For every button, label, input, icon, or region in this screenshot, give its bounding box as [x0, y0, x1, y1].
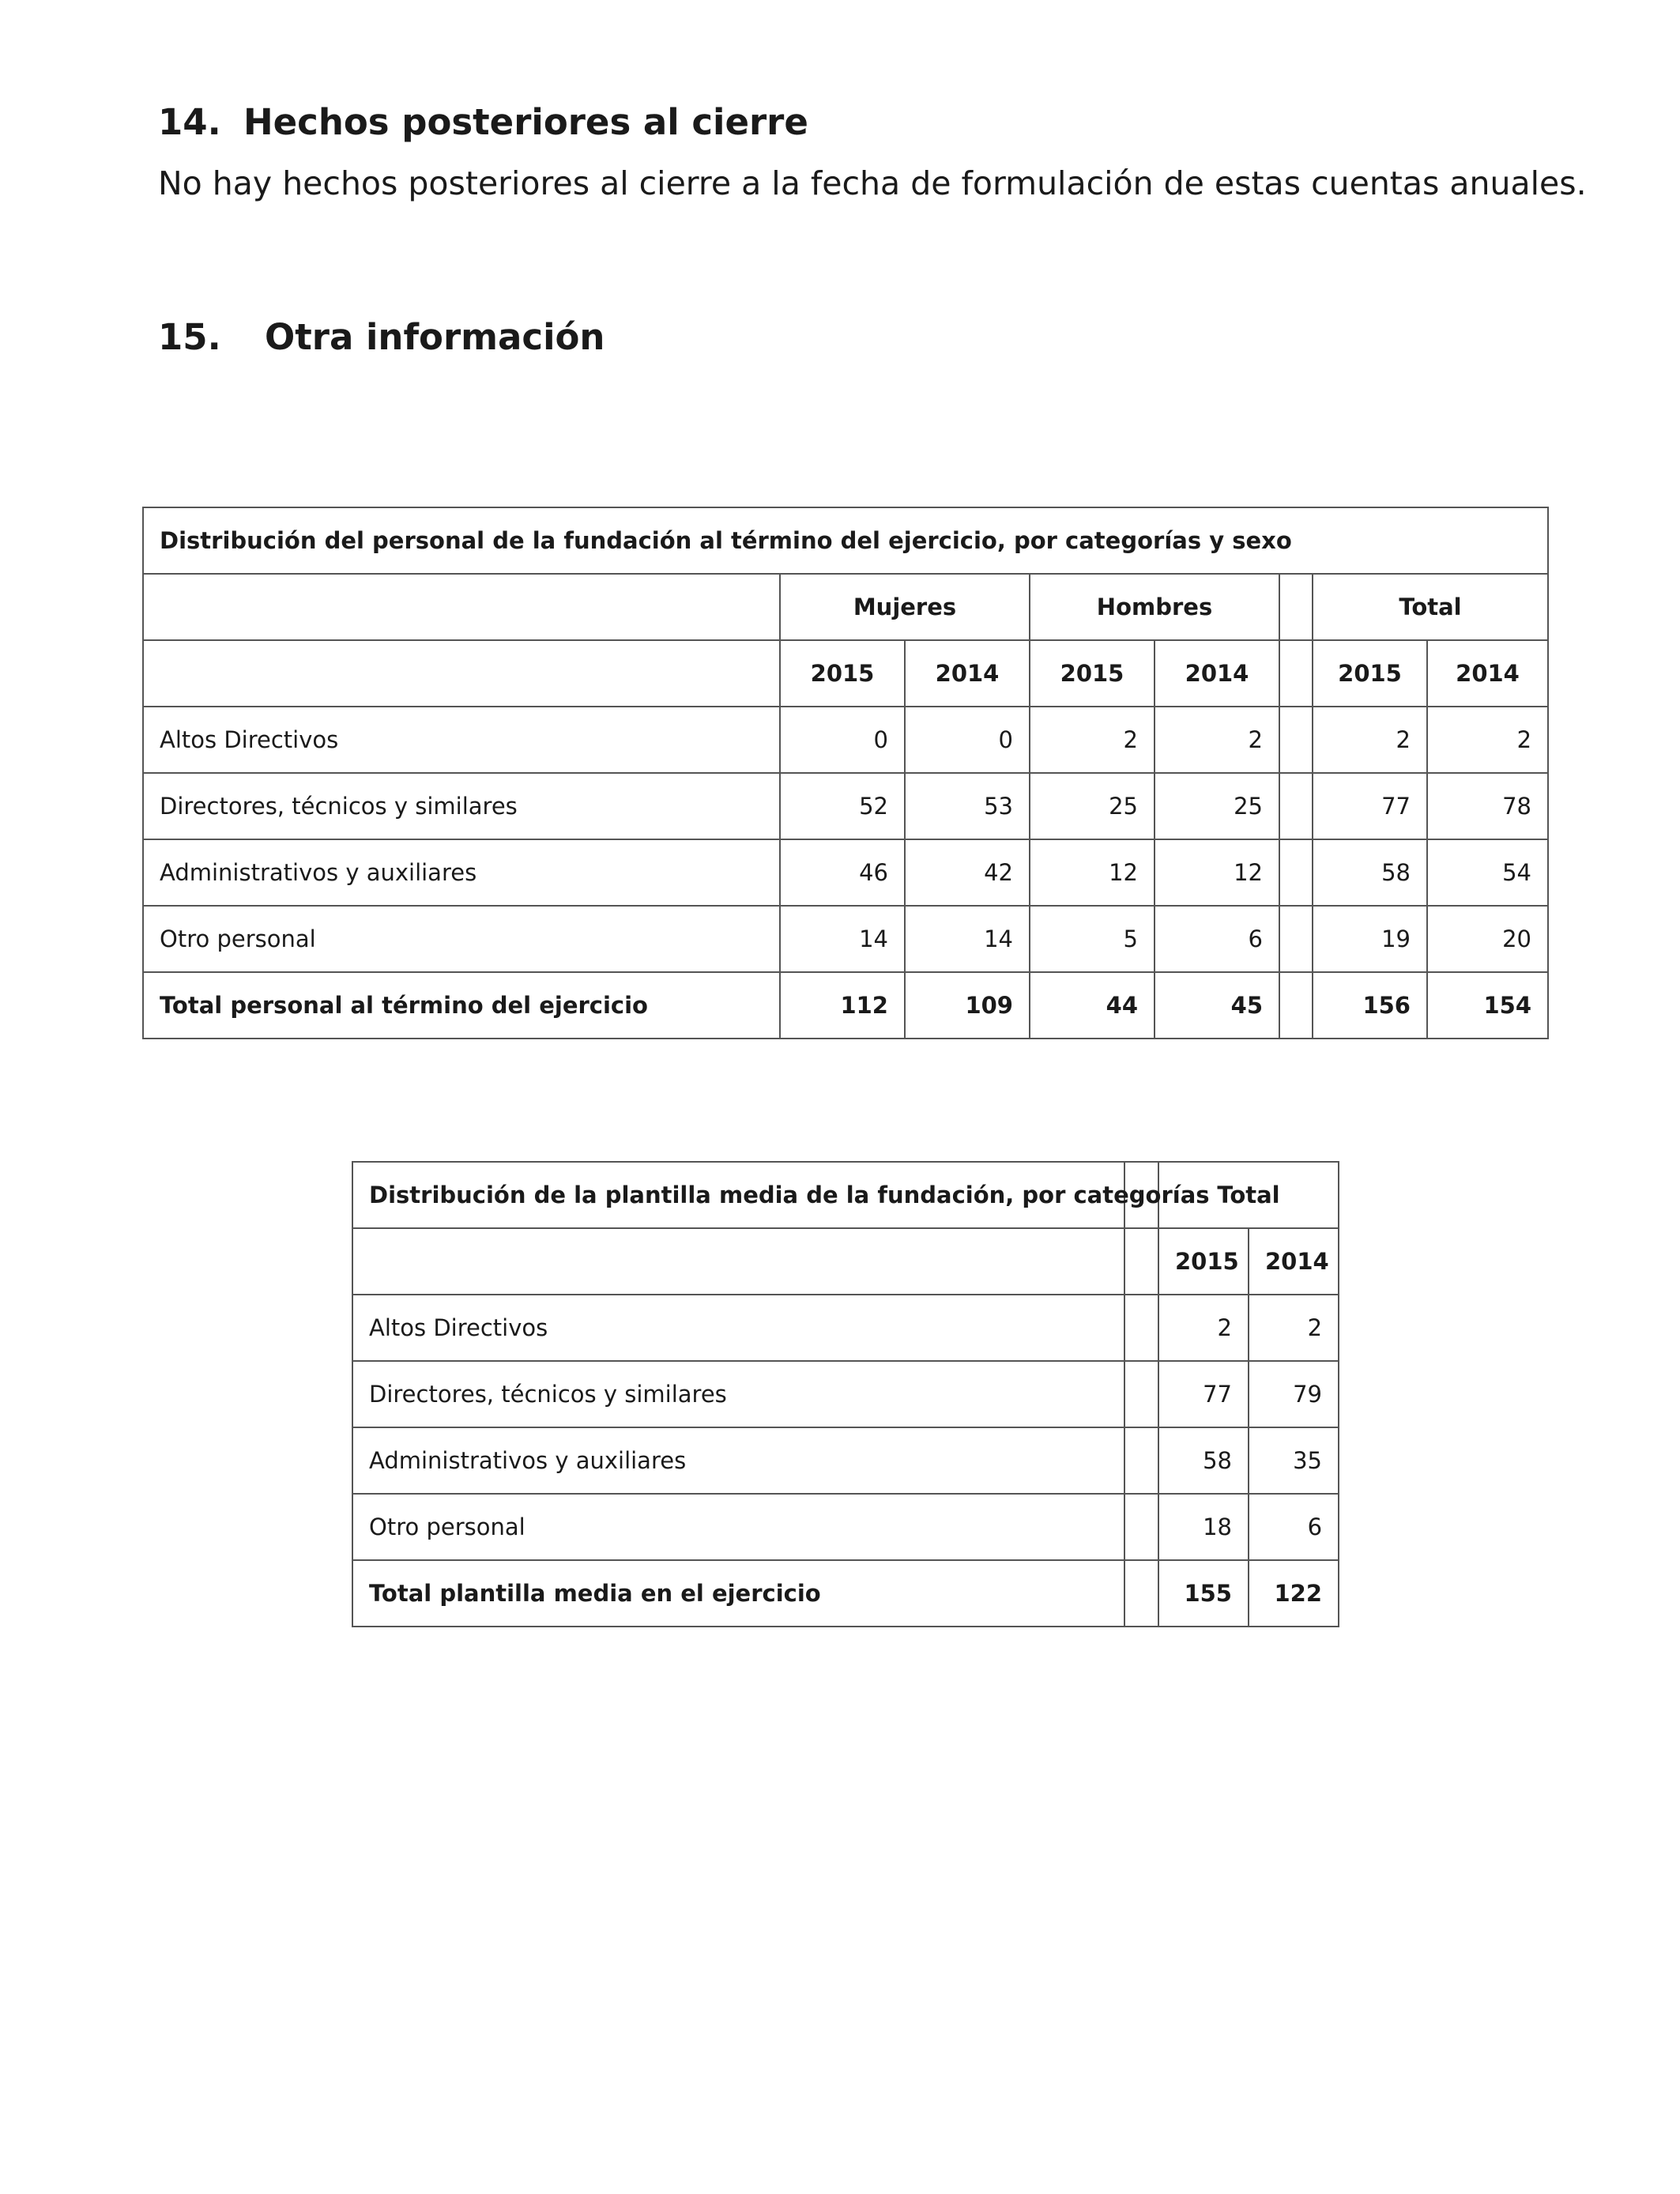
table-year-header-row	[352, 1228, 1339, 1295]
cell-value: 78	[1427, 773, 1548, 839]
cell-value: 155	[1158, 1560, 1249, 1627]
cell-value: 45	[1155, 972, 1279, 1039]
cell-value: 77	[1158, 1361, 1249, 1427]
row-label: Altos Directivos	[352, 1295, 1124, 1361]
table-row	[143, 773, 1548, 839]
table-caption: Distribución del personal de la fundación al término del ejercicio, por categorías y sexo	[143, 507, 1548, 574]
year-header: 2015	[780, 640, 905, 707]
year-header: 2014	[1155, 640, 1279, 707]
row-label: Otro personal	[143, 906, 780, 972]
staff-distribution-table	[142, 507, 1549, 1039]
row-label: Administrativos y auxiliares	[143, 839, 780, 906]
spacer-cell	[1124, 1228, 1158, 1295]
cell-value: 20	[1427, 906, 1548, 972]
spacer-cell	[1279, 574, 1313, 640]
cell-value: 12	[1155, 839, 1279, 906]
cell-value: 25	[1030, 773, 1155, 839]
cell-value: 35	[1249, 1427, 1339, 1494]
header-men: Hombres	[1030, 574, 1279, 640]
cell-value: 53	[905, 773, 1030, 839]
table-group-header-row	[143, 574, 1548, 640]
table-row	[352, 1427, 1339, 1494]
cell-value: 5	[1030, 906, 1155, 972]
table-row	[143, 707, 1548, 773]
cell-value: 6	[1249, 1494, 1339, 1560]
spacer-cell	[1124, 1295, 1158, 1361]
spacer-cell	[1124, 1361, 1158, 1427]
cell-value: 2	[1249, 1295, 1339, 1361]
cell-value: 54	[1427, 839, 1548, 906]
section-15-heading	[158, 316, 605, 358]
row-label: Otro personal	[352, 1494, 1124, 1560]
table-caption: Distribución de la plantilla media de la fundación, por categorías	[352, 1162, 1124, 1228]
year-header: 2014	[1249, 1228, 1339, 1295]
section-14-heading	[158, 101, 808, 143]
spacer-cell	[1279, 707, 1313, 773]
section-14-title: Hechos posteriores al cierre	[243, 101, 808, 143]
spacer-cell	[1279, 906, 1313, 972]
row-label: Total plantilla media en el ejercicio	[352, 1560, 1124, 1627]
section-14-text: No hay hechos posteriores al cierre a la fecha de formulación de estas cuentas anuales.	[158, 164, 1587, 202]
spacer-cell	[1124, 1427, 1158, 1494]
table-row	[352, 1295, 1339, 1361]
cell-value: 79	[1249, 1361, 1339, 1427]
cell-value: 18	[1158, 1494, 1249, 1560]
table-year-header-row	[143, 640, 1548, 707]
row-label: Directores, técnicos y similares	[143, 773, 780, 839]
header-total: Total	[1158, 1162, 1339, 1228]
empty-cell	[352, 1228, 1124, 1295]
table-total-row	[143, 972, 1548, 1039]
table-total-row	[352, 1560, 1339, 1627]
year-header: 2015	[1030, 640, 1155, 707]
spacer-cell	[1279, 773, 1313, 839]
table-header-row	[352, 1162, 1339, 1228]
cell-value: 6	[1155, 906, 1279, 972]
cell-value: 77	[1313, 773, 1427, 839]
year-header: 2015	[1313, 640, 1427, 707]
table-row	[143, 839, 1548, 906]
cell-value: 0	[905, 707, 1030, 773]
spacer-cell	[1279, 839, 1313, 906]
cell-value: 2	[1158, 1295, 1249, 1361]
cell-value: 58	[1158, 1427, 1249, 1494]
cell-value: 25	[1155, 773, 1279, 839]
cell-value: 122	[1249, 1560, 1339, 1627]
spacer-cell	[1124, 1494, 1158, 1560]
cell-value: 156	[1313, 972, 1427, 1039]
cell-value: 2	[1030, 707, 1155, 773]
cell-value: 2	[1155, 707, 1279, 773]
cell-value: 109	[905, 972, 1030, 1039]
header-total: Total	[1313, 574, 1548, 640]
average-staff-table	[352, 1161, 1339, 1627]
spacer-cell	[1279, 972, 1313, 1039]
cell-value: 14	[905, 906, 1030, 972]
empty-cell	[143, 640, 780, 707]
row-label: Altos Directivos	[143, 707, 780, 773]
cell-value: 112	[780, 972, 905, 1039]
cell-value: 2	[1427, 707, 1548, 773]
table-row	[143, 906, 1548, 972]
table-row	[352, 1361, 1339, 1427]
section-15-title: Otra información	[265, 316, 605, 358]
spacer-cell	[1124, 1560, 1158, 1627]
cell-value: 19	[1313, 906, 1427, 972]
cell-value: 44	[1030, 972, 1155, 1039]
cell-value: 14	[780, 906, 905, 972]
cell-value: 42	[905, 839, 1030, 906]
cell-value: 0	[780, 707, 905, 773]
spacer-cell	[1279, 640, 1313, 707]
cell-value: 12	[1030, 839, 1155, 906]
year-header: 2015	[1158, 1228, 1249, 1295]
empty-cell	[143, 574, 780, 640]
row-label: Total personal al término del ejercicio	[143, 972, 780, 1039]
header-women: Mujeres	[780, 574, 1030, 640]
row-label: Administrativos y auxiliares	[352, 1427, 1124, 1494]
cell-value: 52	[780, 773, 905, 839]
year-header: 2014	[905, 640, 1030, 707]
section-14-number: 14.	[158, 101, 221, 143]
table-row	[352, 1494, 1339, 1560]
table-caption-row	[143, 507, 1548, 574]
cell-value: 46	[780, 839, 905, 906]
section-15-number: 15.	[158, 316, 221, 358]
row-label: Directores, técnicos y similares	[352, 1361, 1124, 1427]
cell-value: 2	[1313, 707, 1427, 773]
year-header: 2014	[1427, 640, 1548, 707]
cell-value: 58	[1313, 839, 1427, 906]
cell-value: 154	[1427, 972, 1548, 1039]
